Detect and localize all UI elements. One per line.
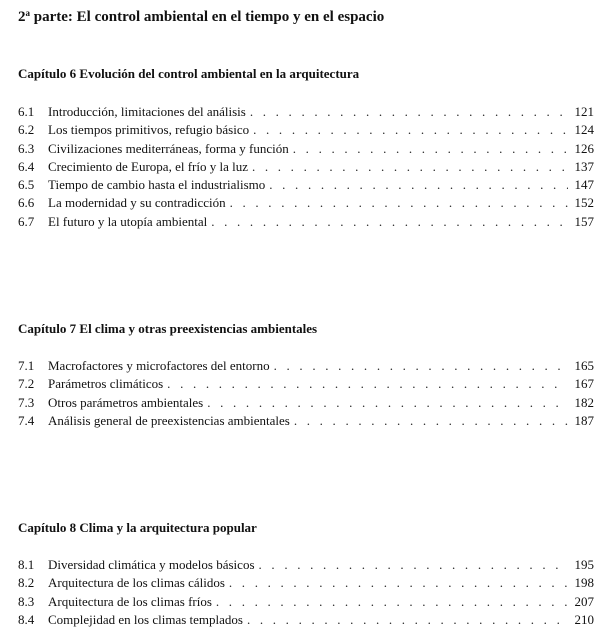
toc-entry-number: 6.1 <box>18 104 35 119</box>
toc-entry-page: 152 <box>574 195 594 211</box>
toc-entry <box>18 195 594 213</box>
dot-leader <box>250 104 568 120</box>
toc-entry-label: Análisis general de preexistencias ambientales <box>48 412 290 428</box>
toc-entry-page: 198 <box>574 575 594 591</box>
toc-entry-page: 207 <box>574 593 594 609</box>
toc-entry-page: 182 <box>574 394 594 410</box>
toc-entry-page: 147 <box>574 177 594 193</box>
toc-entry <box>18 413 594 431</box>
dot-leader <box>294 413 568 429</box>
toc-entry-number: 6.7 <box>18 213 35 229</box>
toc-entry-page: 126 <box>574 140 594 156</box>
toc-entry-label: Otros parámetros ambientales <box>48 394 204 410</box>
toc-entry-number: 6.6 <box>18 195 35 211</box>
toc-entry-number: 6.4 <box>18 158 35 174</box>
toc-entry <box>18 104 594 122</box>
toc-entry-page: 210 <box>574 611 594 627</box>
toc-entry <box>18 594 594 612</box>
dot-leader <box>230 195 568 211</box>
toc-entry <box>18 376 594 394</box>
toc-entry <box>18 612 594 630</box>
toc-entry-label: Diversidad climática y modelos básicos <box>48 557 255 572</box>
toc-entry-page: 187 <box>574 412 594 428</box>
dot-leader <box>207 395 568 411</box>
toc-entry-number: 7.3 <box>18 394 35 410</box>
part-title <box>18 9 384 26</box>
dot-leader <box>274 358 568 374</box>
chapter-8-toc <box>18 557 594 630</box>
toc-entry-label: Macrofactores y microfactores del entorno <box>48 358 270 373</box>
chapter-7-toc <box>18 358 594 431</box>
chapter-7-title: Capítulo 7 El clima y otras preexistencias ambientales <box>18 321 318 336</box>
dot-leader <box>293 141 568 157</box>
toc-entry <box>18 159 594 177</box>
toc-entry-label: La modernidad y su contradicción <box>48 195 226 211</box>
part-number: 2 <box>18 9 26 25</box>
toc-entry-number: 7.4 <box>18 412 35 428</box>
toc-entry-number: 8.2 <box>18 575 35 591</box>
toc-entry-label: Introducción, limitaciones del análisis <box>48 104 246 119</box>
dot-leader <box>252 159 568 175</box>
toc-entry-label: Arquitectura de los climas cálidos <box>48 575 225 591</box>
toc-entry-label: Civilizaciones mediterráneas, forma y función <box>48 140 289 156</box>
toc-entry-label: Complejidad en los climas templados <box>48 611 243 627</box>
toc-entry-label: Arquitectura de los climas fríos <box>48 593 212 609</box>
dot-leader <box>259 557 568 573</box>
toc-entry-number: 8.4 <box>18 611 35 627</box>
toc-entry <box>18 557 594 575</box>
toc-entry-number: 7.1 <box>18 358 35 373</box>
toc-entry-number: 8.3 <box>18 593 35 609</box>
toc-entry-page: 157 <box>574 213 594 229</box>
toc-entry-label: Los tiempos primitivos, refugio básico <box>48 122 250 138</box>
toc-entry-number: 6.3 <box>18 140 35 156</box>
toc-entry-label: Parámetros climáticos <box>48 376 164 392</box>
toc-entry-number: 7.2 <box>18 376 35 392</box>
chapter-8-title: Capítulo 8 Clima y la arquitectura popular <box>18 520 257 535</box>
toc-entry-page: 165 <box>574 358 594 373</box>
toc-entry-label: Tiempo de cambio hasta el industrialismo <box>48 177 266 193</box>
dot-leader <box>167 376 568 392</box>
toc-entry-page: 124 <box>574 122 594 138</box>
toc-entry-number: 8.1 <box>18 557 35 572</box>
toc-entry-label: El futuro y la utopía ambiental <box>48 213 208 229</box>
toc-entry-page: 121 <box>574 104 594 119</box>
toc-entry-number: 6.2 <box>18 122 35 138</box>
toc-entry <box>18 122 594 140</box>
dot-leader <box>229 575 568 591</box>
toc-entry <box>18 214 594 232</box>
toc-entry-label: Crecimiento de Europa, el frío y la luz <box>48 158 248 174</box>
dot-leader <box>211 214 568 230</box>
toc-entry-page: 195 <box>574 557 594 572</box>
toc-entry <box>18 177 594 195</box>
toc-entry <box>18 575 594 593</box>
chapter-6-toc <box>18 104 594 232</box>
toc-entry-number: 6.5 <box>18 177 35 193</box>
toc-entry-page: 137 <box>574 158 594 174</box>
toc-entry <box>18 358 594 376</box>
dot-leader <box>247 612 568 628</box>
part-title-text: parte: El control ambiental en el tiempo y en el espacio <box>30 9 385 25</box>
part-superscript: a <box>25 8 30 18</box>
dot-leader <box>216 594 568 610</box>
toc-entry <box>18 141 594 159</box>
chapter-6-title: Capítulo 6 Evolución del control ambiental en la arquitectura <box>18 66 360 81</box>
toc-entry <box>18 395 594 413</box>
dot-leader <box>253 122 568 138</box>
dot-leader <box>269 177 568 193</box>
toc-entry-page: 167 <box>574 376 594 392</box>
